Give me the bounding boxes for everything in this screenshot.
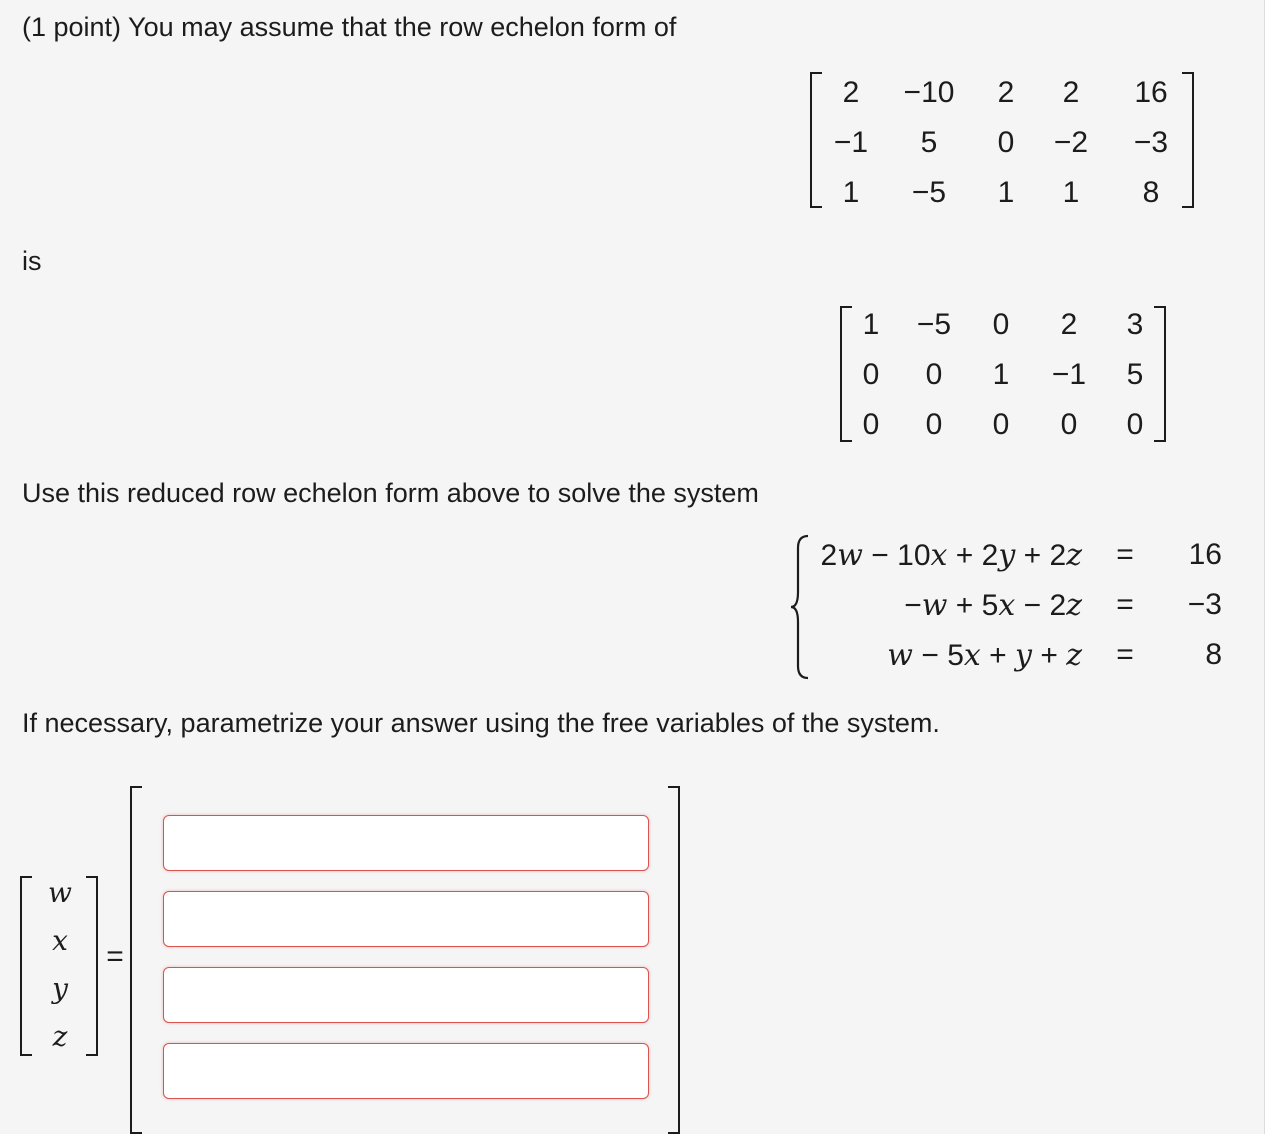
equation-rhs: 16 bbox=[1188, 538, 1222, 571]
matrix-cell: 0 bbox=[925, 358, 943, 391]
equation-lhs: −w + 5x − 2z bbox=[904, 588, 1082, 623]
matrix-row bbox=[842, 350, 1166, 400]
equation-sign: = bbox=[1116, 538, 1134, 571]
problem-intro: (1 point) You may assume that the row echelon form of bbox=[22, 12, 677, 42]
matrix-cell: 1 bbox=[862, 308, 880, 341]
equation-row bbox=[790, 632, 1250, 682]
matrix-cell: −5 bbox=[916, 308, 952, 341]
math-variable: z bbox=[1066, 638, 1082, 673]
matrix-cell: 0 bbox=[992, 308, 1010, 341]
matrix-cell: 1 bbox=[842, 176, 860, 209]
matrix-cell: −1 bbox=[833, 126, 869, 159]
matrix-cell: 2 bbox=[842, 76, 860, 109]
equation-sign: = bbox=[1116, 638, 1134, 671]
param-note: If necessary, parametrize your answer using the free variables of the system. bbox=[22, 708, 940, 738]
equation-rhs: 8 bbox=[1205, 638, 1222, 671]
matrix-cell: 0 bbox=[992, 408, 1010, 441]
matrix-cell: −10 bbox=[903, 76, 955, 109]
variable-vector-right-bracket bbox=[86, 876, 98, 1056]
matrix-cell: −5 bbox=[911, 176, 947, 209]
matrix-row bbox=[822, 168, 1194, 218]
matrix-cell: 2 bbox=[1062, 76, 1080, 109]
equation-rhs: −3 bbox=[1187, 588, 1222, 621]
math-variable: x bbox=[998, 588, 1016, 623]
matrix-rref-table bbox=[842, 300, 1166, 450]
matrix-a-left-bracket bbox=[810, 72, 822, 208]
matrix-cell: 0 bbox=[862, 358, 880, 391]
matrix-row bbox=[822, 118, 1194, 168]
matrix-cell: 2 bbox=[997, 76, 1015, 109]
matrix-cell: −1 bbox=[1051, 358, 1087, 391]
variable-w: w bbox=[48, 876, 72, 909]
matrix-row bbox=[842, 400, 1166, 450]
answer-vector-left-bracket bbox=[130, 786, 142, 1134]
math-variable: x bbox=[963, 638, 981, 673]
matrix-rref-right-bracket bbox=[1154, 306, 1166, 442]
equals-sign: = bbox=[106, 940, 124, 973]
answer-y-input[interactable] bbox=[163, 967, 649, 1023]
matrix-cell: 2 bbox=[1060, 308, 1078, 341]
matrix-cell: 5 bbox=[1126, 358, 1144, 391]
math-variable: y bbox=[998, 538, 1016, 573]
matrix-cell: −3 bbox=[1133, 126, 1169, 159]
matrix-a-table bbox=[822, 68, 1194, 218]
matrix-cell: 0 bbox=[997, 126, 1015, 159]
instruction-text: Use this reduced row echelon form above to solve the system bbox=[22, 478, 759, 508]
math-variable: x bbox=[930, 538, 948, 573]
matrix-cell: 16 bbox=[1134, 76, 1168, 109]
matrix-a-right-bracket bbox=[1182, 72, 1194, 208]
answer-x-input[interactable] bbox=[163, 891, 649, 947]
matrix-cell: 8 bbox=[1142, 176, 1160, 209]
math-variable: y bbox=[1015, 638, 1032, 673]
math-variable: w bbox=[837, 538, 863, 573]
equation-lhs: 2w − 10x + 2y + 2z bbox=[820, 538, 1082, 573]
variable-y: y bbox=[52, 972, 68, 1005]
math-variable: z bbox=[1066, 538, 1082, 573]
equation-sign: = bbox=[1116, 588, 1134, 621]
math-variable: w bbox=[887, 638, 913, 673]
matrix-cell: −2 bbox=[1053, 126, 1089, 159]
is-label: is bbox=[22, 246, 42, 276]
answer-z-input[interactable] bbox=[163, 1043, 649, 1099]
matrix-cell: 3 bbox=[1126, 308, 1144, 341]
math-variable: w bbox=[921, 588, 948, 623]
math-variable: z bbox=[1066, 588, 1082, 623]
matrix-row bbox=[822, 68, 1194, 118]
equation-system bbox=[790, 532, 1250, 682]
matrix-row bbox=[842, 300, 1166, 350]
matrix-cell: 1 bbox=[992, 358, 1010, 391]
matrix-cell: 0 bbox=[862, 408, 880, 441]
variable-vector bbox=[20, 868, 100, 1060]
equation-row bbox=[790, 532, 1250, 582]
variable-x: x bbox=[52, 924, 68, 957]
matrix-cell: 1 bbox=[1062, 176, 1080, 209]
answer-w-input[interactable] bbox=[163, 815, 649, 871]
matrix-cell: 0 bbox=[925, 408, 943, 441]
matrix-cell: 1 bbox=[997, 176, 1015, 209]
variable-z: z bbox=[52, 1020, 68, 1053]
equation-row bbox=[790, 582, 1250, 632]
matrix-cell: 0 bbox=[1126, 408, 1144, 441]
matrix-cell: 5 bbox=[920, 126, 938, 159]
equation-lhs: w − 5x + y + z bbox=[887, 638, 1082, 673]
matrix-cell: 0 bbox=[1060, 408, 1078, 441]
answer-vector-right-bracket bbox=[668, 786, 680, 1134]
